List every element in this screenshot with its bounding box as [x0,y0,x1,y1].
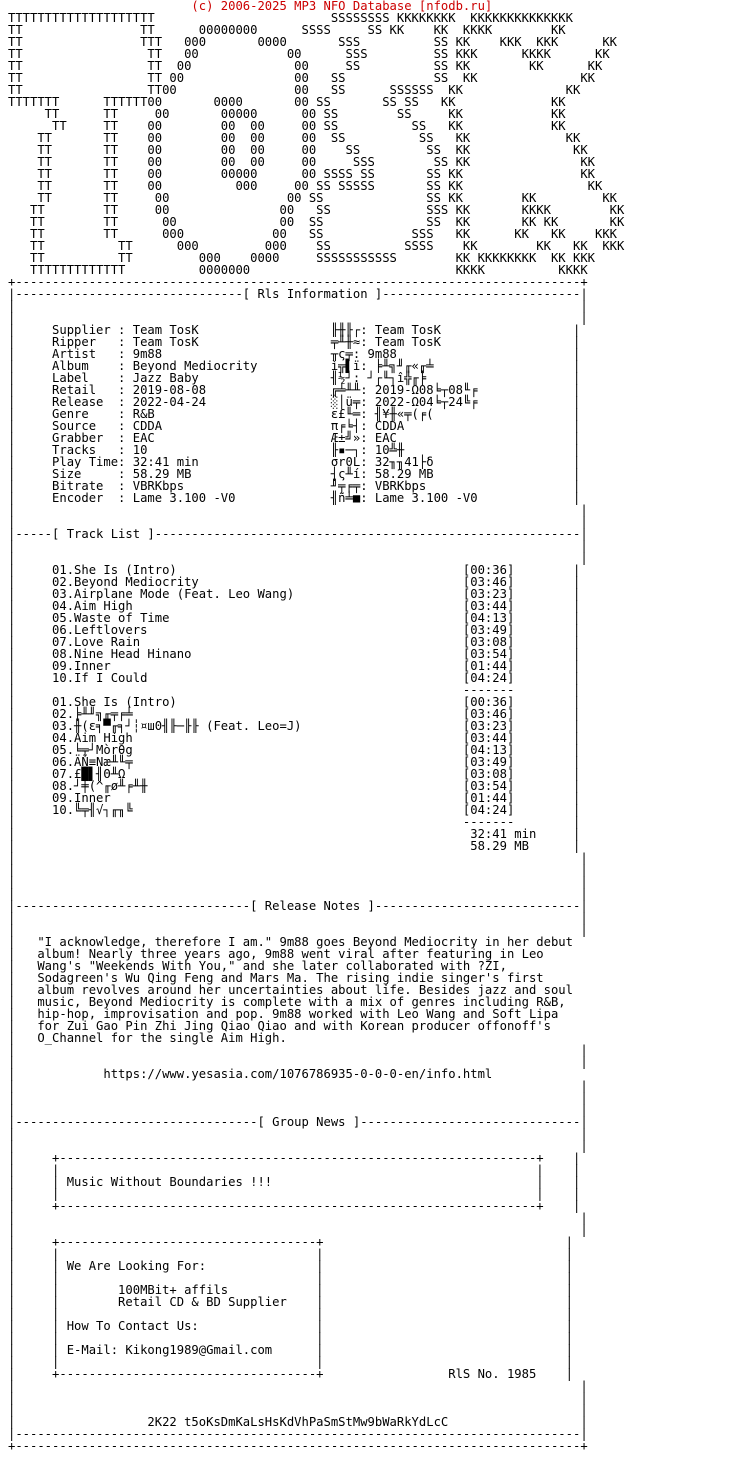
nfo-line: | 10.If I Could [04:24] | [8,671,581,685]
nfo-line: TT TT 00 00 SS SS KK KK KK KK [8,215,625,229]
nfo-line: | 07.£█▌╢Θ╨Ω [03:08] | [8,767,581,781]
nfo-line: | 32:41 min | [8,827,581,841]
nfo-line: | | | | [8,1355,573,1369]
nfo-line: TT TT 00 00 SS SS KK KK KK [8,191,618,205]
nfo-line: | | Retail CD & BD Supplier | | [8,1295,573,1309]
nfo-line: | | E-Mail: Kikong1989@Gmail.com | | [8,1343,573,1357]
nfo-line: TT TT 00 00 SS SS KK KK KK [8,59,603,73]
nfo-line: | | [8,1391,588,1405]
nfo-line: | Artist : 9m88 ╥ς╤: 9m88 | [8,347,581,361]
nfo-line: | 05.╘╤┘Mòrθg [04:13] | [8,743,581,757]
nfo-line: | | [8,299,588,313]
nfo-line: | +-----------------------------------------------------------------+ | [8,1151,581,1165]
nfo-line: | Size : 58.29 MB ┤ς╨í: 58.29 MB | [8,467,581,481]
nfo-line: | Encoder : Lame 3.100 -V0 ╢ñ╧■: Lame 3.100 -V0 | [8,491,581,505]
nfo-line: | 04.Aim High [03:44] | [8,731,581,745]
nfo-line: | | | | [8,1163,581,1177]
nfo-line: TTTTTTTTTTTTT 0000000 KKKK KKKK [8,263,588,277]
nfo-line: | 01.She Is (Intro) [00:36] | [8,563,581,577]
nfo-line: | | [8,851,588,865]
nfo-line: | | [8,1211,588,1225]
nfo-line: |-----------------------------------------------------------------------------| [8,1427,588,1441]
nfo-line: | | [8,923,588,937]
nfo-line: | https://www.yesasia.com/1076786935-0-0-0-en/info.html [8,1067,493,1081]
nfo-line: | | [8,539,588,553]
nfo-line: | | | | [8,1331,573,1345]
nfo-line: | Source : CDDA π╒╘┤: CDDA | [8,419,581,433]
nfo-line: | Genre : R&B ε£╙═: ╢¥╫«╤(╒( | [8,407,581,421]
nfo-line: | | | | [8,1307,573,1321]
nfo-line: | Ripper : Team TosK ╤╨╫≈: Team TosK | [8,335,581,349]
nfo-line: | | | | [8,1271,573,1285]
nfodb-copyright-header: (c) 2006-2025 MP3 NFO Database [nfodb.ru] [8,0,493,13]
nfo-line: | +-----------------------------------------------------------------+ | [8,1199,581,1213]
nfo-line: TT TT 00 00 00 00 SS SS KK KK [8,143,588,157]
nfo-line: TT TT 00000000 SSSS SS KK KK KKKK KK [8,23,566,37]
nfo-line: | Label : Jazz Baby ╢½┘: ┘┌╙┐î╬╓╞ | [8,371,581,385]
nfo-line: |--------------------------------[ Release Notes ]----------------------------| [8,899,588,913]
nfo-line: | | [8,875,588,889]
nfo-line: | Play Time: 32:41 min σr0L: 32╖╖41├δ | [8,455,581,469]
nfo-line: | 03.Airplane Mode (Feat. Leo Wang) [03:23] | [8,587,581,601]
nfo-line: TT TT 000 0000 SSSSSSSSSSS KK KKKKKKKK KK KKK [8,251,595,265]
nfo-line: TT TT 00 00000 00 SSSS SS SS KK KK [8,167,595,181]
nfo-line: | Bitrate : VBRKbps ╜╤╒╤: VBRKbps | [8,479,581,493]
nfo-line: | | [8,863,588,877]
nfo-line: TT TT 00 00 SSS SS KKK KKKK KK [8,47,610,61]
nfo-line: | | [8,551,588,565]
nfo-line: | O_Channel for the single Aim High. [8,1031,287,1045]
nfo-line: | 10.╚╤╢√┐╓╖╚ [04:24] | [8,803,581,817]
nfo-line: TT TT 00 00 SS SS KK KK [8,71,595,85]
nfo-line: | 2K22 t5oKsDmKaLsHsKdVhPaSmStMw9bWaRkYdLcC | [8,1415,588,1429]
nfo-line: | 07.Love Rain [03:08] | [8,635,581,649]
nfo-line: | | [8,503,588,517]
nfo-line: | 01.She Is (Intro) [00:36] | [8,695,581,709]
nfo-line: | 08.Nine Head Hinano [03:54] | [8,647,581,661]
nfo-line: TT TT 00 00 00 00 SS SS KK KK [8,131,581,145]
nfo-line: | | [8,1379,588,1393]
nfo-line: | | [8,515,588,529]
nfo-line: | album! Nearly three years ago, 9m88 went viral after featuring in Leo [8,947,544,961]
nfo-line: | +-----------------------------------+ | [8,1235,573,1249]
nfo-line: | 04.Aim High [03:44] | [8,599,581,613]
nfo-line: | 06.ÄÑ≡Næ╨╙╤ [03:49] | [8,755,581,769]
nfo-text-block [8,0,624,1452]
nfo-line: TT TT 00 00 00 00 SSS SS KK KK [8,155,595,169]
nfo-line: | 06.Leftlovers [03:49] | [8,623,581,637]
nfo-line: TTTTTTT TTTTTT00 0000 00 SS SS SS KK KK [8,95,566,109]
nfo-line: | | [8,1127,588,1141]
nfo-line: | | [8,1091,588,1105]
nfo-line: | music, Beyond Mediocrity is complete with a mix of genres including R&B, [8,995,566,1009]
nfo-line: | | [8,1223,588,1237]
nfo-line: TT TT 00 00 00 00 SS SS KK KK [8,119,566,133]
nfo-line: | | [8,887,588,901]
nfo-line: | ------- | [8,815,581,829]
nfo-line: | Retail : 2019-08-08 ╔╧╨╨: 2019-Ω08╘┬08╙╒ | [8,383,581,397]
nfo-line: | hip-hop, improvisation and pop. 9m88 worked with Leo Wang and Soft Lipa [8,1007,559,1021]
nfo-line: +-----------------------------------------------------------------------------+ [8,1439,588,1453]
nfo-line: TT TTT 000 0000 SSS SS KK KKK KKK KK [8,35,618,49]
nfo-line: | album revolves around her uncertainties about life. Besides jazz and soul [8,983,573,997]
nfo-line: | ------- | [8,683,581,697]
nfo-line: | Album : Beyond Mediocrity ì╦▌ï: ╞╨╗╜╓«╓╧ | [8,359,581,373]
nfo-line: | | We Are Looking For: | | [8,1259,573,1273]
nfo-line: | | [8,311,588,325]
nfo-line: | Wang's "Weekends With You," and she later collaborated with ?ZI, [8,959,507,973]
nfo-line: TT TT 000 00 SS SSS KK KK KK KKK [8,227,618,241]
nfo-line: TT TT00 00 SS SSSSSS KK KK [8,83,581,97]
nfo-line: | 03.╫(ε╕▀╓╕┘┆¤ш0╢╟─╟╟ (Feat. Leo=J) [03:23] | [8,719,581,733]
nfo-line: | | [8,1043,588,1057]
nfo-line: TT TT 00 000 00 SS SSSSS SS KK KK [8,179,603,193]
nfo-line: TT TT 00 00000 00 SS SS KK KK [8,107,566,121]
nfo-line: | "I acknowledge, therefore I am." 9m88 goes Beyond Mediocrity in her debut [8,935,573,949]
nfo-line: | 02.╞╨╜╗╓╤╒╧ [03:46] | [8,707,581,721]
nfo-line: | for Zui Gao Pin Zhi Jing Qiao Qiao and with Korean producer offonoff's [8,1019,551,1033]
nfo-line: |-------------------------------[ Rls Information ]---------------------------| [8,287,588,301]
nfo-line: | | [8,1139,588,1153]
nfo-line: TT TT 00 00 SS SSS KK KKKK KK [8,203,625,217]
nfo-line: | +-----------------------------------+ RlS No. 1985 | [8,1367,573,1381]
nfo-line: | Grabber : EAC Æ±╝»: EAC | [8,431,581,445]
nfo-line: | Tracks : 10 ╟▪─┐: 10╩╫ | [8,443,581,457]
nfo-line: | | [8,1403,588,1417]
nfo-line: | Supplier : Team TosK ╟╫╟┌: Team TosK | [8,323,581,337]
nfo-line: |-----[ Track List ]----------------------------------------------------------| [8,527,588,541]
nfo-line: | 08.┘╪(^╓ø╨╒╨╫ [03:54] | [8,779,581,793]
nfo-line: | | [8,1055,588,1069]
nfo-line: | Release : 2022-04-24 ░│ü╤: 2022-Ω04╘┬24╚╒ | [8,395,581,409]
nfo-line: | | 100MBit+ affils | | [8,1283,573,1297]
nfo-line: | Sodagreen's Wu Qing Feng and Mars Ma. The rising indie singer's first [8,971,544,985]
nfo-line: | | How To Contact Us: | | [8,1319,573,1333]
nfo-line: | | [8,1079,588,1093]
nfo-line: | 05.Waste of Time [04:13] | [8,611,581,625]
nfo-line: +-----------------------------------------------------------------------------+ [8,275,588,289]
nfo-line: | 58.29 MB | [8,839,581,853]
nfo-line: | | Music Without Boundaries !!! | | [8,1175,581,1189]
nfo-line: | 09.Inner [01:44] | [8,791,581,805]
nfo-line: TTTTTTTTTTTTTTTTTTTT SSSSSSSS KKKKKKKK KKKKKKKKKKKKKK [8,11,573,25]
nfo-line: TT TT 000 000 SS SSSS KK KK KK KKK [8,239,625,253]
nfo-line: | 02.Beyond Mediocrity [03:46] | [8,575,581,589]
nfo-line: | | [8,911,588,925]
nfo-line: |---------------------------------[ Group News ]------------------------------| [8,1115,588,1129]
nfo-line: | | [8,1103,588,1117]
nfo-line: | 09.Inner [01:44] | [8,659,581,673]
nfo-line: | | | | [8,1247,573,1261]
nfo-line: | | | | [8,1187,581,1201]
